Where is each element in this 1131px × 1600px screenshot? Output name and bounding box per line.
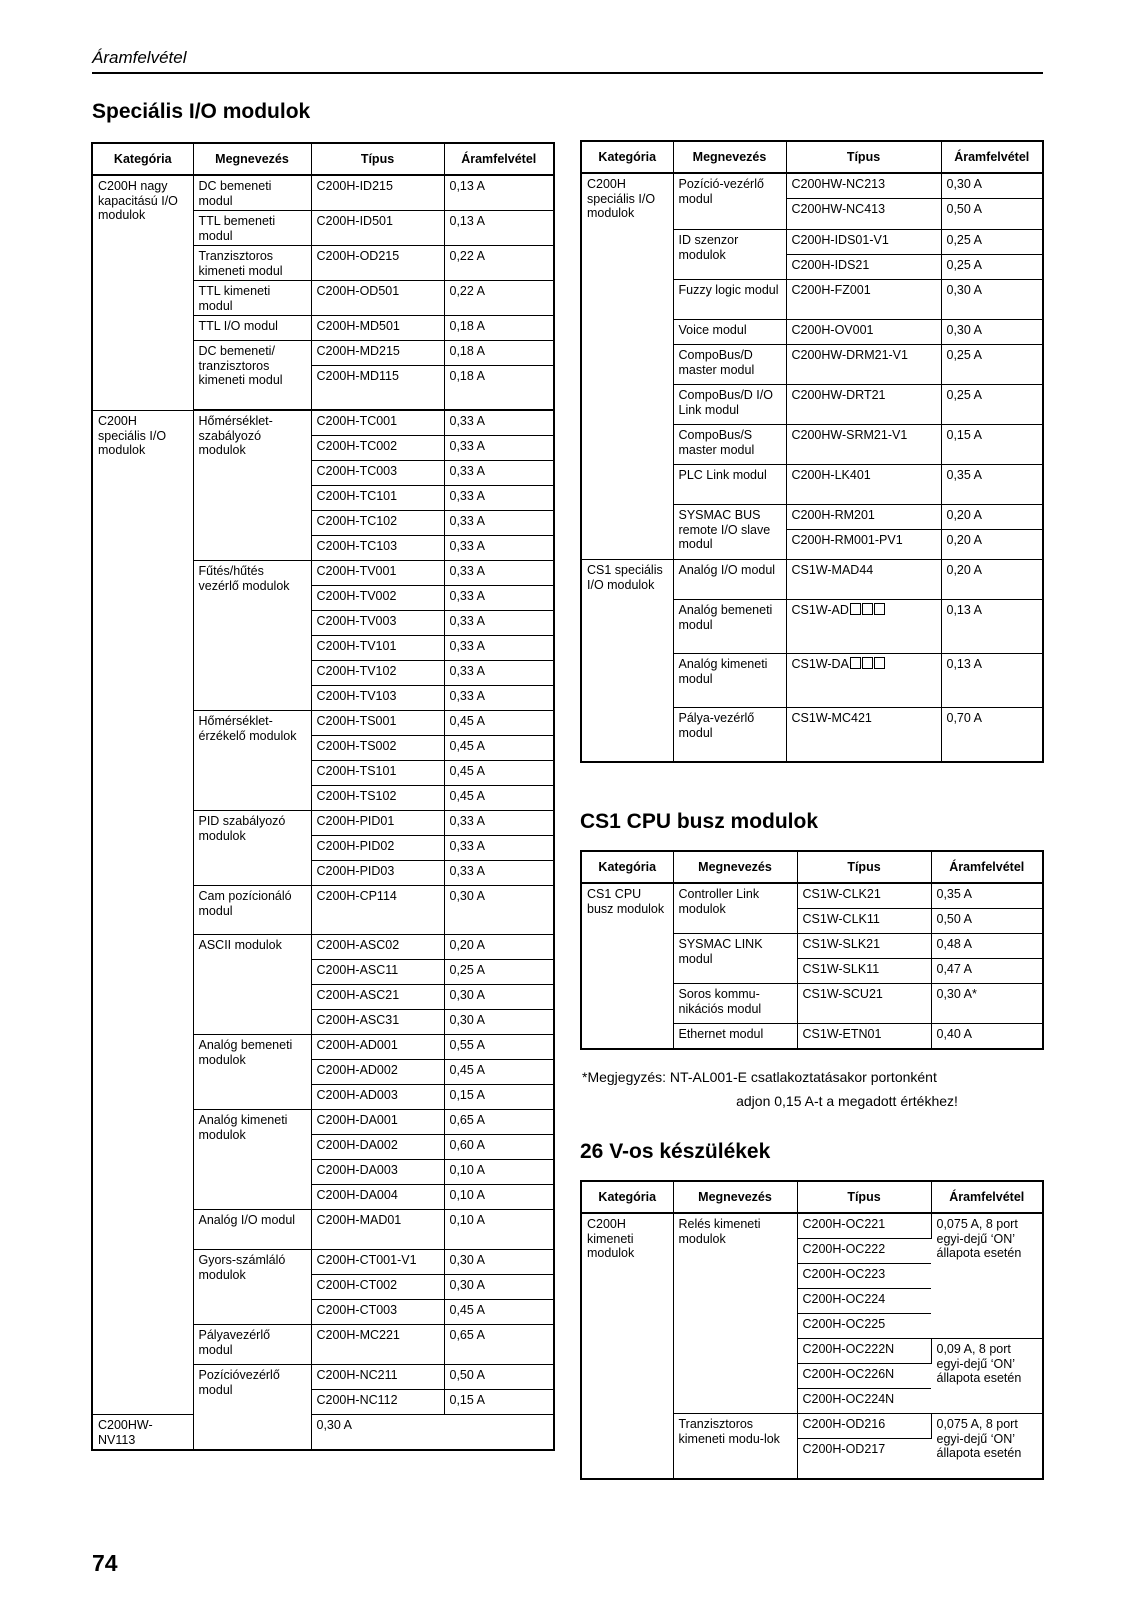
type-cell: C200H-CT001-V1 [311, 1250, 444, 1275]
name-cell: Hőmérséklet-érzékelő modulok [193, 711, 311, 811]
current-cell: 0,20 A [444, 935, 554, 960]
current-cell: 0,70 A [946, 711, 982, 725]
current-cell: 0,30 A [444, 1275, 554, 1300]
current-cell: 0,33 A [444, 661, 554, 686]
current-cell: 0,15 A [444, 1085, 554, 1110]
type-cell: C200H-TV002 [311, 586, 444, 611]
name-cell: DC bemeneti modul [193, 175, 311, 211]
current-cell: 0,13 A [444, 175, 554, 211]
table-header-row [92, 143, 554, 175]
current-cell: 0,30 A [444, 1010, 554, 1035]
col-header-type: Típus [797, 851, 931, 883]
name-cell: Cam pozícionáló modul [193, 886, 311, 935]
current-cell: 0,60 A [444, 1135, 554, 1160]
v26-table [580, 1180, 1044, 1480]
type-cell: C200H-DA003 [311, 1160, 444, 1185]
name-cell: CompoBus/S master modul [673, 425, 786, 465]
name-cell: Analóg kimeneti modulok [193, 1110, 311, 1210]
type-cell: C200H-TV102 [311, 661, 444, 686]
placeholder-box-icon [850, 603, 861, 615]
name-cell: TTL kimeneti modul [193, 281, 311, 316]
placeholder-box-icon [862, 603, 873, 615]
category-cell: C200H speciális I/O modulok [92, 411, 193, 1415]
current-cell: 0,10 A [444, 1185, 554, 1210]
current-cell: 0,25 A [941, 345, 1043, 385]
current-cell: 0,55 A [444, 1035, 554, 1060]
current-cell: 0,18 A [444, 341, 554, 366]
current-cell: 0,50 A [941, 199, 1043, 230]
col-header-category: Kategória [581, 1181, 673, 1213]
current-cell: 0,33 A [444, 436, 554, 461]
footnote-line-1: *Megjegyzés: NT-AL001-E csatlakoztatásakor portonként [582, 1069, 937, 1085]
type-cell: C200H-ID501 [311, 211, 444, 246]
name-cell: Analóg bemeneti modulok [193, 1035, 311, 1110]
col-header-name: Megnevezés [193, 143, 311, 175]
type-cell: C200H-MC221 [311, 1325, 444, 1365]
table-row [92, 1415, 554, 1451]
special-io-table-right [580, 140, 1044, 763]
type-cell: C200H-TS001 [311, 711, 444, 736]
type-cell: C200H-CP114 [311, 886, 444, 935]
name-cell: Pálya-vezérlő modul [673, 708, 786, 763]
type-cell: C200H-DA001 [311, 1110, 444, 1135]
current-cell: 0,40 A [936, 1027, 972, 1041]
current-cell: 0,20 A [941, 530, 1043, 560]
name-cell: Ethernet modul [673, 1024, 797, 1050]
type-cell: CS1W-CLK21 [797, 883, 931, 909]
current-cell: 0,13 A [444, 211, 554, 246]
name-cell: Soros kommu-nikációs modul [673, 984, 797, 1024]
type-cell: C200H-OD215 [311, 246, 444, 281]
current-cell: 0,33 A [444, 611, 554, 636]
name-cell: ASCII modulok [193, 935, 311, 1035]
footnote-line-2: adjon 0,15 A-t a megadott értékhez! [736, 1093, 958, 1109]
name-cell: Pályavezérlő modul [193, 1325, 311, 1365]
col-header-category: Kategória [581, 141, 673, 173]
category-cell: C200H nagy kapacitású I/O modulok [92, 175, 193, 411]
current-cell: 0,33 A [444, 511, 554, 536]
type-cell: C200H-AD003 [311, 1085, 444, 1110]
type-cell: C200H-ASC11 [311, 960, 444, 985]
cs1-bus-table [580, 850, 1044, 1050]
type-cell: C200H-AD002 [311, 1060, 444, 1085]
col-header-type: Típus [786, 141, 941, 173]
type-cell: C200HW-DRT21 [786, 385, 941, 425]
current-cell: 0,33 A [444, 686, 554, 711]
type-cell: C200H-OC224 [797, 1289, 931, 1314]
name-cell: Hőmérséklet-szabályozó modulok [193, 411, 311, 561]
name-cell: Fűtés/hűtés vezérlő modulok [193, 561, 311, 711]
page-number: 74 [92, 1550, 118, 1576]
category-cell: C200H speciális I/O modulok [581, 173, 673, 560]
name-cell: Pozíció-vezérlő modul [673, 173, 786, 230]
type-cell: CS1W-MAD44 [786, 560, 941, 600]
current-cell: 0,45 A [444, 711, 554, 736]
type-cell: C200H-DA002 [311, 1135, 444, 1160]
current-cell: 0,35 A [941, 465, 1043, 505]
current-cell: 0,33 A [444, 411, 554, 436]
name-cell: Analóg I/O modul [673, 560, 786, 600]
type-cell: C200H-MD115 [311, 366, 444, 410]
current-cell: 0,33 A [444, 561, 554, 586]
name-cell: TTL bemeneti modul [193, 211, 311, 246]
type-cell: CS1W-ETN01 [797, 1024, 931, 1050]
name-cell: Pozícióvezérlő modul [193, 1365, 311, 1451]
current-cell: 0,30 A* [931, 984, 1043, 1024]
col-header-category: Kategória [92, 143, 193, 175]
current-cell: 0,15 A [941, 425, 1043, 465]
type-cell: C200H-LK401 [786, 465, 941, 505]
current-cell: 0,20 A [941, 560, 1043, 600]
type-cell: C200H-TC001 [311, 411, 444, 436]
type-cell: C200H-MAD01 [311, 1210, 444, 1250]
table-row [92, 411, 554, 436]
current-cell: 0,25 A [941, 385, 1043, 425]
current-cell: 0,30 A [941, 173, 1043, 199]
col-header-name: Megnevezés [673, 1181, 797, 1213]
current-cell: 0,50 A [444, 1365, 554, 1390]
name-cell: SYSMAC LINK modul [673, 934, 797, 984]
type-cell: C200H-PID02 [311, 836, 444, 861]
type-cell: C200H-PID01 [311, 811, 444, 836]
current-cell: 0,33 A [444, 836, 554, 861]
type-cell: C200H-TV001 [311, 561, 444, 586]
type-cell: C200H-TC003 [311, 461, 444, 486]
type-cell: C200H-NC112 [311, 1390, 444, 1415]
type-cell: C200H-MD501 [311, 316, 444, 341]
cs1-bus-heading: CS1 CPU busz modulok [580, 810, 819, 833]
name-cell: Analóg I/O modul [193, 1210, 311, 1250]
type-cell: CS1W-SLK21 [797, 934, 931, 959]
type-cell: C200H-ID215 [311, 175, 444, 211]
header-rule [92, 72, 1043, 74]
placeholder-box-icon [850, 657, 861, 669]
current-cell: 0,075 A, 8 port egyi-dejű ‘ON’ állapota esetén [931, 1213, 1043, 1339]
col-header-name: Megnevezés [673, 141, 786, 173]
name-cell: ID szenzor modulok [673, 230, 786, 280]
current-cell: 0,13 A [941, 654, 1043, 708]
section-header: Áramfelvétel [92, 48, 187, 67]
name-cell: TTL I/O modul [193, 316, 311, 341]
current-cell: 0,30 A [444, 985, 554, 1010]
col-header-type: Típus [797, 1181, 931, 1213]
current-cell: 0,18 A [444, 316, 554, 341]
current-cell: 0,25 A [941, 230, 1043, 255]
name-cell: DC bemeneti/ tranzisztoros kimeneti modul [193, 341, 311, 410]
type-cell: C200H-TC002 [311, 436, 444, 461]
current-cell: 0,13 A [941, 600, 1043, 654]
type-cell: C200HW-NV113 [92, 1415, 193, 1451]
type-text: CS1W-DA [791, 657, 849, 671]
current-cell: 0,45 A [444, 761, 554, 786]
special-io-table-left [91, 142, 555, 1451]
name-cell: Tranzisztoros kimeneti modul [193, 246, 311, 281]
current-cell: 0,075 A, 8 port egyi-dejű ‘ON’ állapota esetén [936, 1417, 1022, 1460]
type-cell: C200H-OC223 [797, 1264, 931, 1289]
current-cell: 0,45 A [444, 1060, 554, 1085]
name-cell: Fuzzy logic modul [673, 280, 786, 320]
category-cell: CS1 speciális I/O modulok [581, 560, 673, 763]
type-cell [786, 654, 941, 708]
special-io-heading: Speciális I/O modulok [92, 100, 311, 123]
type-cell: C200HW-DRM21-V1 [786, 345, 941, 385]
type-cell: C200H-CT002 [311, 1275, 444, 1300]
current-cell: 0,30 A [941, 280, 1043, 320]
type-cell: C200H-TC102 [311, 511, 444, 536]
name-cell: Voice modul [673, 320, 786, 345]
name-cell: Analóg kimeneti modul [673, 654, 786, 708]
current-cell: 0,18 A [444, 366, 554, 410]
type-cell: C200H-MD215 [311, 341, 444, 366]
type-cell: C200H-ASC21 [311, 985, 444, 1010]
type-cell: CS1W-MC421 [786, 708, 941, 763]
current-cell: 0,25 A [444, 960, 554, 985]
type-cell: C200H-OC224N [797, 1389, 931, 1414]
type-cell: C200HW-SRM21-V1 [786, 425, 941, 465]
type-cell: CS1W-SCU21 [797, 984, 931, 1024]
type-cell: C200H-OD501 [311, 281, 444, 316]
current-cell: 0,33 A [444, 811, 554, 836]
type-cell: C200H-IDS21 [786, 255, 941, 280]
col-header-current: Áramfelvétel [941, 141, 1043, 173]
name-cell: PID szabályozó modulok [193, 811, 311, 886]
category-cell: C200H kimeneti modulok [581, 1213, 673, 1479]
type-cell [786, 600, 941, 654]
current-cell: 0,30 A [941, 320, 1043, 345]
type-cell: C200H-NC211 [311, 1365, 444, 1390]
type-cell: C200H-ASC31 [311, 1010, 444, 1035]
current-cell: 0,50 A [931, 909, 1043, 934]
type-cell: C200HW-NC413 [786, 199, 941, 230]
type-cell: C200H-RM001-PV1 [786, 530, 941, 560]
type-cell: C200H-OC222 [797, 1239, 931, 1264]
current-cell: 0,10 A [444, 1160, 554, 1185]
col-header-current: Áramfelvétel [444, 143, 554, 175]
type-cell: C200H-DA004 [311, 1185, 444, 1210]
current-cell: 0,22 A [444, 281, 554, 316]
type-cell: C200H-TV101 [311, 636, 444, 661]
table-header-row [581, 1181, 1043, 1213]
type-cell: CS1W-CLK11 [797, 909, 931, 934]
type-cell: C200H-PID03 [311, 861, 444, 886]
type-cell: C200H-AD001 [311, 1035, 444, 1060]
current-cell: 0,22 A [444, 246, 554, 281]
current-cell: 0,30 A [444, 1250, 554, 1275]
v26-heading: 26 V-os készülékek [580, 1140, 771, 1163]
current-cell: 0,09 A, 8 port egyi-dejű ‘ON’ állapota esetén [931, 1339, 1043, 1414]
table-row [92, 175, 554, 211]
current-cell: 0,45 A [444, 736, 554, 761]
type-cell: C200H-TC101 [311, 486, 444, 511]
type-cell: C200H-TC103 [311, 536, 444, 561]
current-cell: 0,33 A [444, 636, 554, 661]
type-cell: C200H-OC225 [797, 1314, 931, 1339]
type-cell: C200H-RM201 [786, 505, 941, 530]
current-cell: 0,25 A [941, 255, 1043, 280]
type-cell: C200H-OD217 [802, 1442, 886, 1456]
name-cell: Controller Link modulok [673, 883, 797, 934]
col-header-type: Típus [311, 143, 444, 175]
category-cell: CS1 CPU busz modulok [581, 883, 673, 1049]
name-cell: Gyors-számláló modulok [193, 1250, 311, 1325]
current-cell: 0,33 A [444, 486, 554, 511]
type-cell: C200H-TS102 [311, 786, 444, 811]
name-cell: Tranzisztoros kimeneti modu-lok [673, 1414, 797, 1480]
table-header-row [581, 141, 1043, 173]
table-row [581, 560, 1043, 600]
current-cell: 0,33 A [444, 461, 554, 486]
table-row [581, 173, 1043, 199]
type-cell: C200H-TV103 [311, 686, 444, 711]
current-cell: 0,30 A [311, 1415, 444, 1451]
type-cell: C200H-TV003 [311, 611, 444, 636]
current-cell: 0,33 A [444, 861, 554, 886]
name-cell: SYSMAC BUS remote I/O slave modul [673, 505, 786, 560]
type-cell: C200H-OC226N [797, 1364, 931, 1389]
col-header-current: Áramfelvétel [931, 1181, 1043, 1213]
placeholder-box-icon [862, 657, 873, 669]
placeholder-box-icon [874, 603, 885, 615]
type-cell: C200H-TS002 [311, 736, 444, 761]
name-cell: Relés kimeneti modulok [673, 1213, 797, 1414]
name-cell: PLC Link modul [673, 465, 786, 505]
type-cell: C200H-OD216 [797, 1414, 931, 1439]
current-cell: 0,48 A [931, 934, 1043, 959]
current-cell: 0,65 A [444, 1325, 554, 1365]
type-cell: C200H-OC221 [797, 1213, 931, 1239]
table-header-row [581, 851, 1043, 883]
type-cell: C200HW-NC213 [786, 173, 941, 199]
name-cell: Analóg bemeneti modul [673, 600, 786, 654]
footnote [582, 1065, 1042, 1113]
type-cell: C200H-OV001 [786, 320, 941, 345]
current-cell: 0,65 A [444, 1110, 554, 1135]
current-cell: 0,35 A [931, 883, 1043, 909]
type-cell: C200H-ASC02 [311, 935, 444, 960]
type-cell: C200H-IDS01-V1 [786, 230, 941, 255]
name-cell: CompoBus/D master modul [673, 345, 786, 385]
current-cell: 0,45 A [444, 786, 554, 811]
placeholder-box-icon [874, 657, 885, 669]
current-cell: 0,45 A [444, 1300, 554, 1325]
col-header-current: Áramfelvétel [931, 851, 1043, 883]
table-row [581, 1213, 1043, 1239]
col-header-name: Megnevezés [673, 851, 797, 883]
type-cell: C200H-TS101 [311, 761, 444, 786]
type-cell: C200H-CT003 [311, 1300, 444, 1325]
current-cell: 0,47 A [931, 959, 1043, 984]
current-cell: 0,33 A [444, 586, 554, 611]
name-cell: CompoBus/D I/O Link modul [673, 385, 786, 425]
col-header-category: Kategória [581, 851, 673, 883]
type-cell: C200H-OC222N [797, 1339, 931, 1364]
current-cell: 0,15 A [444, 1390, 554, 1415]
current-cell: 0,20 A [941, 505, 1043, 530]
table-row [581, 883, 1043, 909]
current-cell: 0,30 A [444, 886, 554, 935]
type-cell: C200H-FZ001 [786, 280, 941, 320]
type-cell: CS1W-SLK11 [797, 959, 931, 984]
type-text: CS1W-AD [791, 603, 849, 617]
current-cell: 0,33 A [444, 536, 554, 561]
current-cell: 0,10 A [444, 1210, 554, 1250]
